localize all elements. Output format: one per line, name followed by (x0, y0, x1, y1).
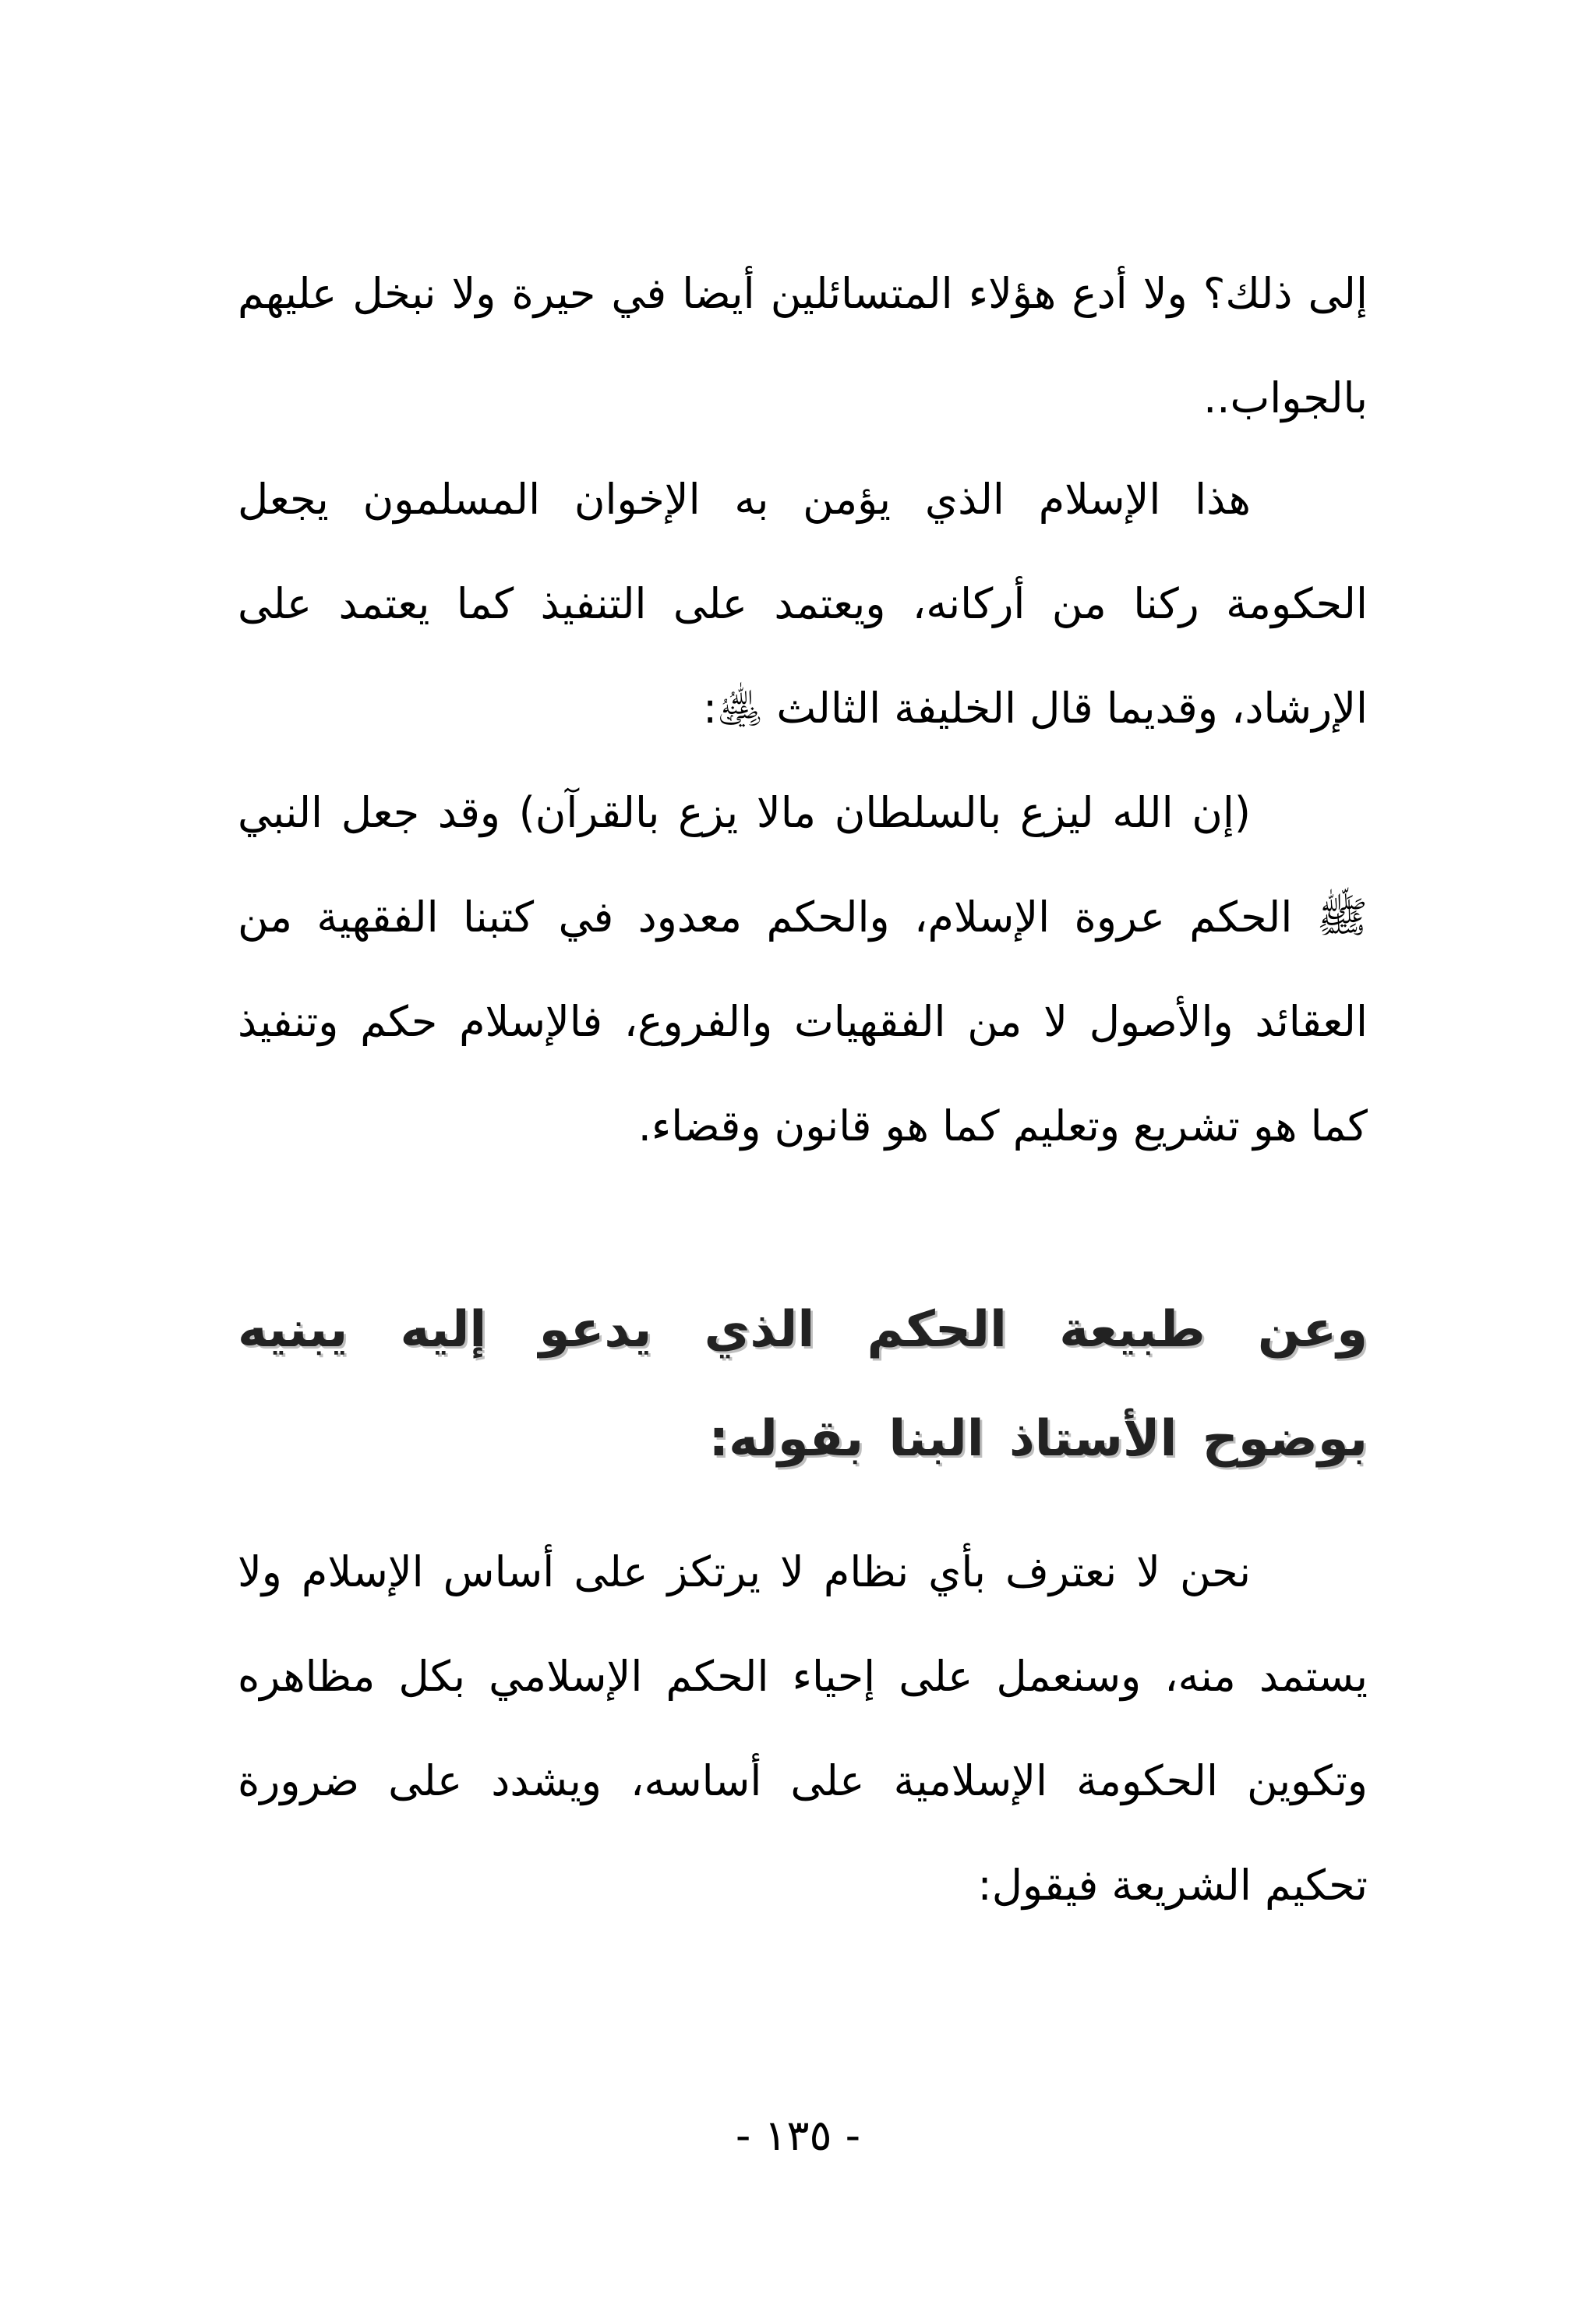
paragraph-closing (238, 1520, 1368, 1938)
paragraph-intro (238, 242, 1368, 451)
section-heading: وعن طبيعة الحكم الذي يدعو إليه يبنيه بوضوح الأستاذ البنا بقوله: (238, 1301, 1368, 1468)
paragraph-text: إلى ذلك؟ ولا أدع هؤلاء المتسائلين أيضا في حيرة ولا نبخل عليهم بالجواب.. (238, 269, 1368, 422)
page-number: - ١٣٥ - (735, 2111, 861, 2160)
paragraph-text: هذا الإسلام الذي يؤمن به الإخوان المسلمون يجعل الحكومة ركنا من أركانه، ويعتمد على التنفيذ كما يعتمد على الإرشاد، وقديما قال الخليفة الثالث ﵁: (238, 475, 1368, 733)
paragraph-text: (إن الله ليزع بالسلطان مالا يزع بالقرآن) وقد جعل النبي ﷺ الحكم عروة الإسلام، والحكم معدود في كتبنا الفقهية من العقائد والأصول لا من الفقهيات والفروع، فالإسلام حكم وتنفيذ كما هو تشريع وتعليم كما هو قانون وقضاء. (238, 788, 1368, 1151)
paragraph-government-pillar (238, 447, 1368, 761)
paragraph-text: نحن لا نعترف بأي نظام لا يرتكز على أساس الإسلام ولا يستمد منه، وسنعمل على إحياء الحكم الإسلامي بكل مظاهره وتكوين الحكومة الإسلامية على أساسه، ويشدد على ضرورة تحكيم الشريعة فيقول: (238, 1547, 1368, 1910)
paragraph-quote (238, 761, 1368, 1179)
